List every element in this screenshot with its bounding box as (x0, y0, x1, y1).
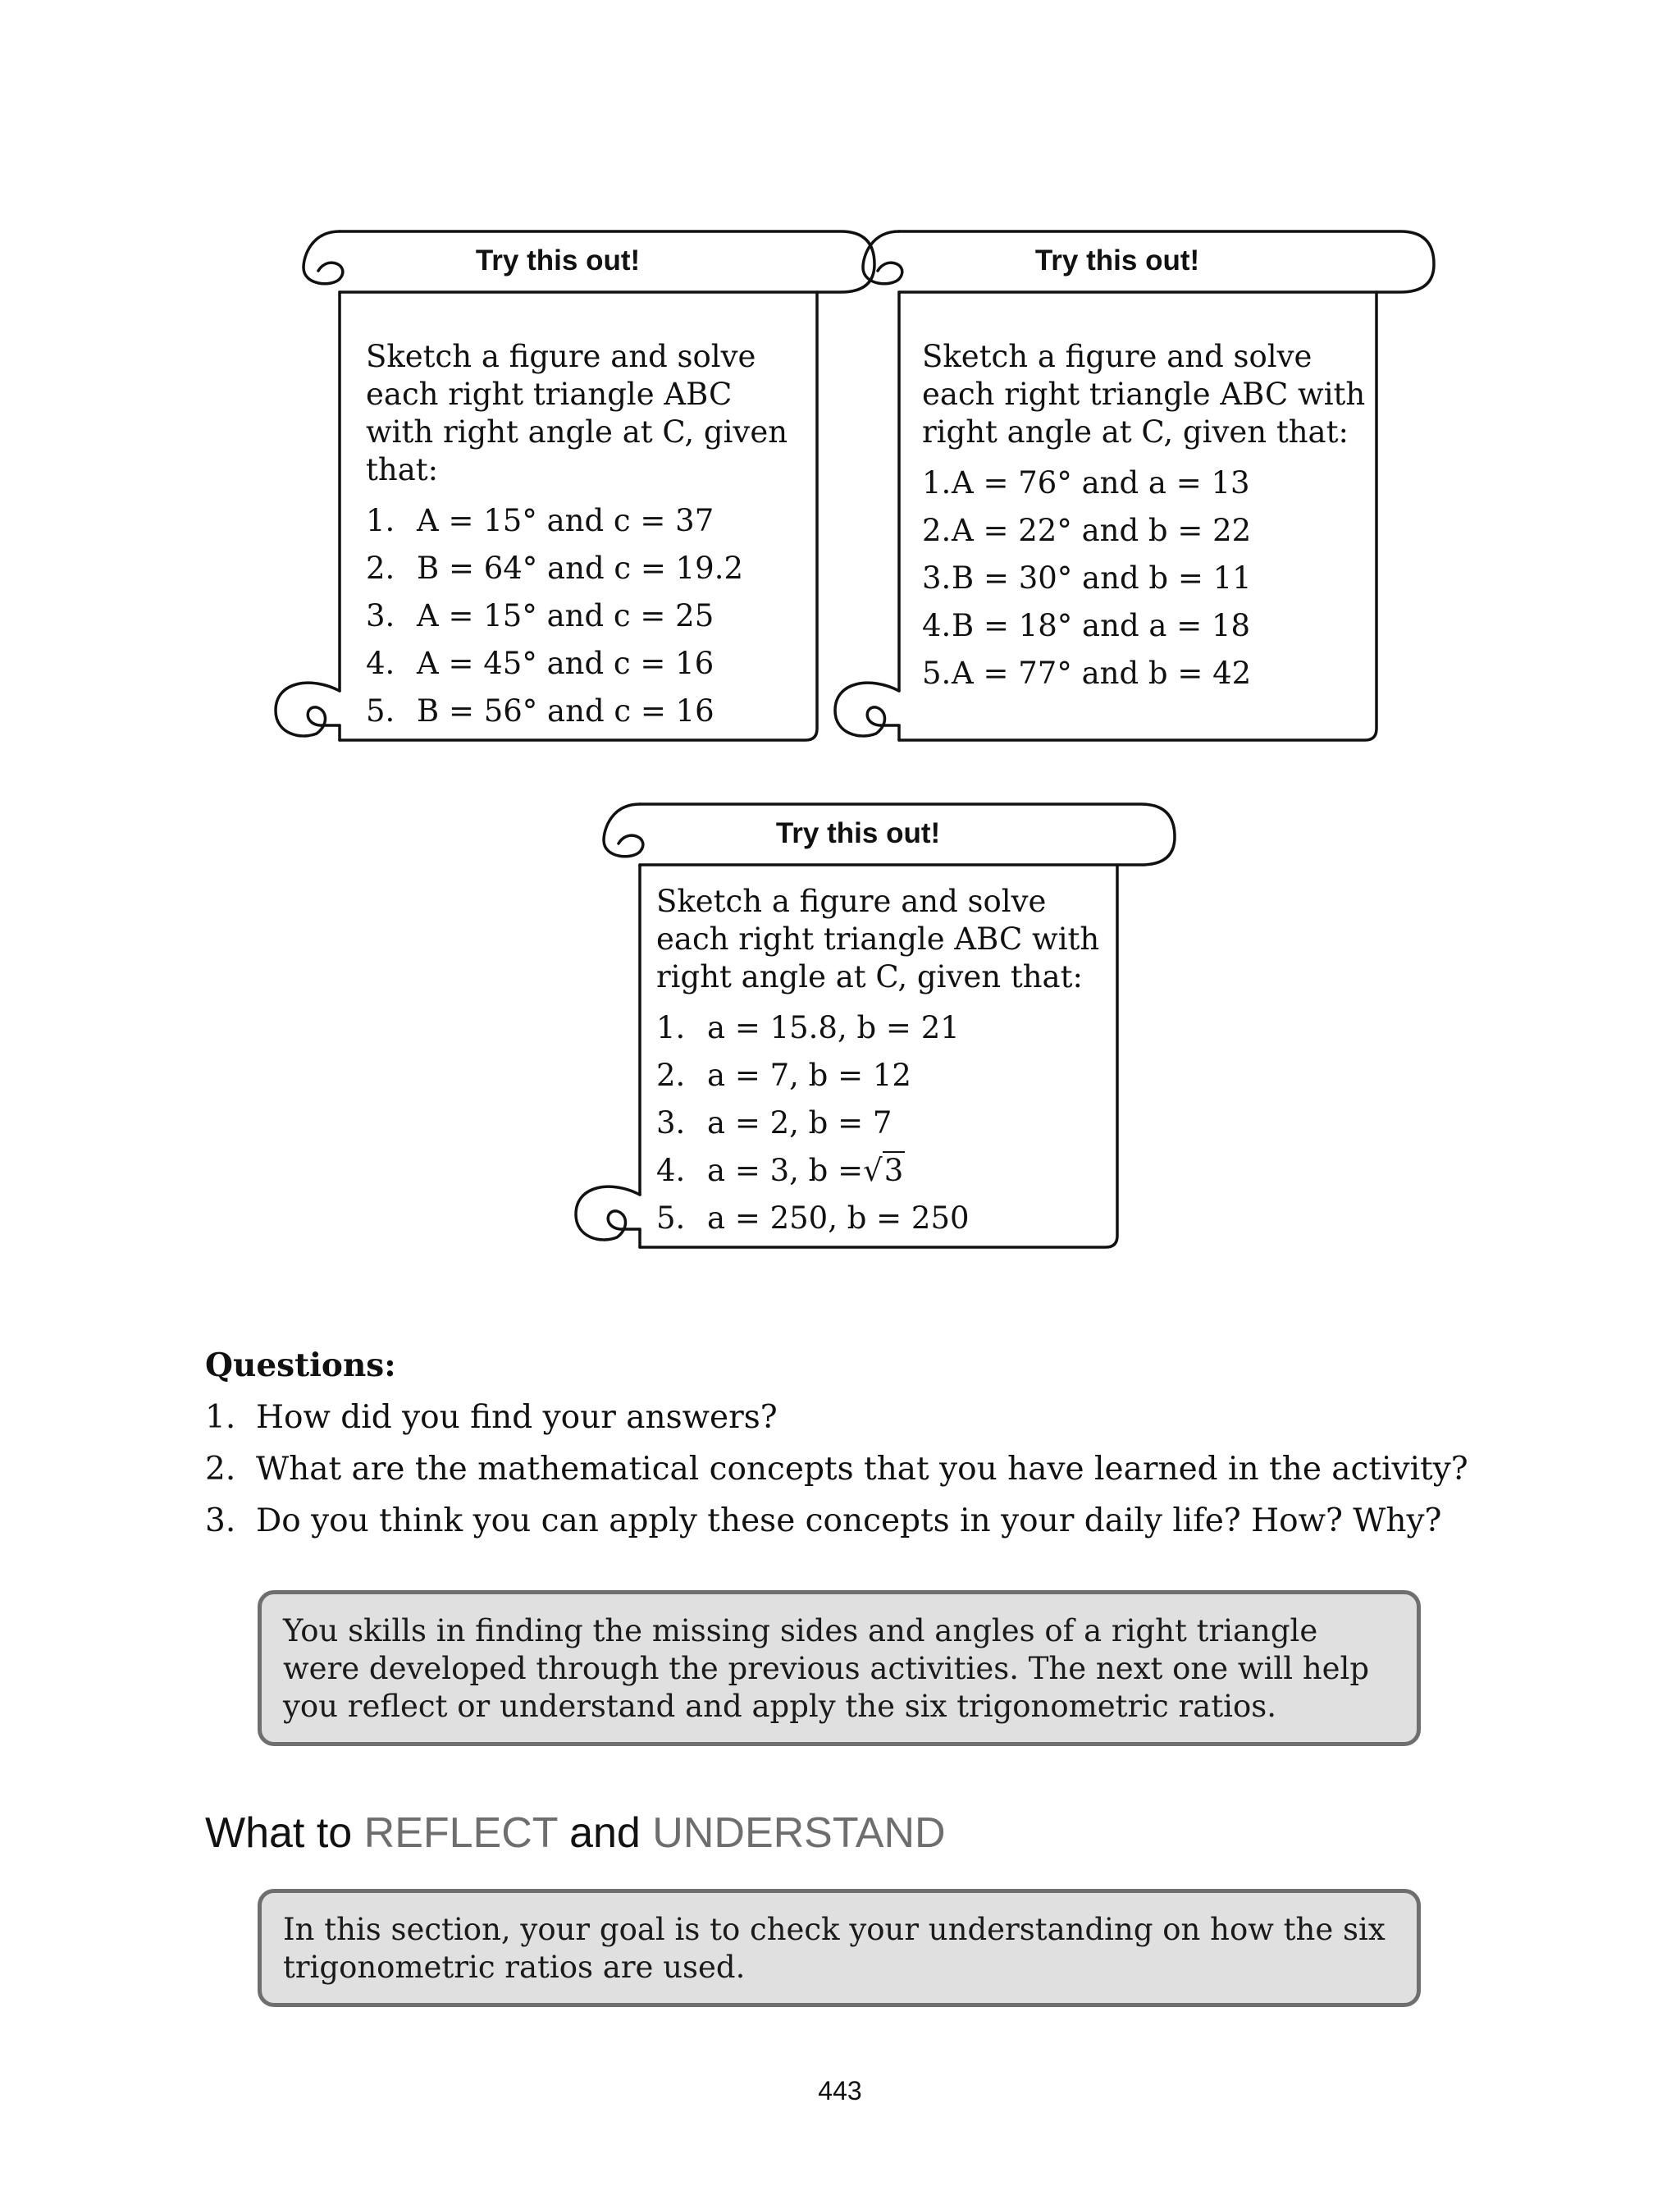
item-text: A = 22° and b = 22 (952, 513, 1252, 548)
item-text: A = 15° and c = 37 (417, 503, 714, 538)
item-number: 3. (366, 598, 395, 633)
heading-prefix: What to (205, 1809, 364, 1857)
section-heading (205, 1808, 946, 1858)
question-item (205, 1495, 1468, 1547)
item-number: 1. (922, 465, 952, 501)
item-text: A = 15° and c = 25 (417, 598, 714, 633)
item-number: 3. (922, 560, 952, 596)
list-item (366, 640, 801, 688)
list-item (922, 650, 1369, 697)
scroll-title: Try this out! (475, 245, 641, 277)
list-item (656, 1147, 1103, 1195)
item-text: a = 2, b = 7 (707, 1105, 892, 1141)
question-number: 2. (205, 1451, 236, 1488)
list-item (366, 688, 801, 735)
scroll-title: Try this out! (775, 817, 941, 849)
heading-understand: UNDERSTAND (652, 1809, 946, 1857)
item-text: B = 64° and c = 19.2 (417, 551, 744, 586)
item-text: a = 3, b = (707, 1153, 864, 1188)
item-number: 1. (366, 503, 395, 538)
item-text: B = 56° and c = 16 (417, 693, 714, 729)
item-number: 5. (922, 656, 952, 691)
radicand: 3 (883, 1153, 904, 1188)
item-number: 5. (656, 1200, 686, 1236)
list-item (366, 497, 801, 545)
item-number: 2. (366, 551, 395, 586)
item-text: A = 45° and c = 16 (417, 646, 714, 681)
item-text: a = 15.8, b = 21 (707, 1010, 960, 1045)
scroll-intro: Sketch a figure and solve each right triangle ABC with right angle at C, given that: (366, 339, 788, 487)
questions-section (205, 1339, 1468, 1547)
scroll-intro: Sketch a figure and solve each right triangle ABC with right angle at C, given that: (656, 884, 1100, 994)
item-number: 1. (656, 1010, 686, 1045)
item-number: 4. (366, 646, 395, 681)
question-text: Do you think you can apply these concepts in your daily life? How? Why? (256, 1502, 1442, 1539)
question-text: What are the mathematical concepts that you have learned in the activity? (256, 1451, 1468, 1488)
question-item (205, 1392, 1468, 1443)
summary-note-box: You skills in finding the missing sides and angles of a right triangle were developed through the previous activities. The next one will help you reflect or understand and apply the six trigonometric ratios. (258, 1590, 1421, 1746)
question-text: How did you find your answers? (256, 1399, 778, 1436)
item-number: 4. (922, 608, 952, 643)
list-item (922, 555, 1369, 602)
goal-note-box: In this section, your goal is to check your understanding on how the six trigonometric ratios are used. (258, 1889, 1421, 2007)
scroll-title: Try this out! (1034, 245, 1200, 277)
question-item (205, 1443, 1468, 1495)
item-number: 2. (656, 1058, 686, 1093)
item-text: a = 250, b = 250 (707, 1200, 970, 1236)
item-number: 4. (656, 1153, 686, 1188)
scroll-intro: Sketch a figure and solve each right triangle ABC with right angle at C, given that: (922, 339, 1366, 450)
try-this-out-scroll-3 (571, 796, 1186, 1264)
questions-heading: Questions: (205, 1346, 396, 1384)
heading-middle: and (557, 1809, 653, 1857)
square-root: √3 (863, 1153, 904, 1188)
list-item (656, 1052, 1103, 1100)
item-text: A = 77° and b = 42 (952, 656, 1252, 691)
item-text: A = 76° and a = 13 (952, 465, 1250, 501)
try-this-out-scroll-2 (830, 223, 1445, 748)
item-number: 2. (922, 513, 952, 548)
list-item (366, 592, 801, 640)
question-number: 1. (205, 1399, 236, 1436)
item-text: B = 30° and b = 11 (952, 560, 1252, 596)
item-number: 3. (656, 1105, 686, 1141)
try-this-out-scroll-1 (271, 223, 886, 748)
question-number: 3. (205, 1502, 236, 1539)
list-item (922, 602, 1369, 650)
list-item (366, 545, 801, 592)
list-item (656, 1195, 1103, 1242)
list-item (656, 1100, 1103, 1147)
list-item (922, 459, 1369, 507)
item-text: B = 18° and a = 18 (952, 608, 1251, 643)
item-number: 5. (366, 693, 395, 729)
item-text: a = 7, b = 12 (707, 1058, 911, 1093)
heading-reflect: REFLECT (363, 1809, 558, 1857)
page-number: 443 (818, 2076, 862, 2105)
list-item (656, 1004, 1103, 1052)
list-item (922, 507, 1369, 555)
